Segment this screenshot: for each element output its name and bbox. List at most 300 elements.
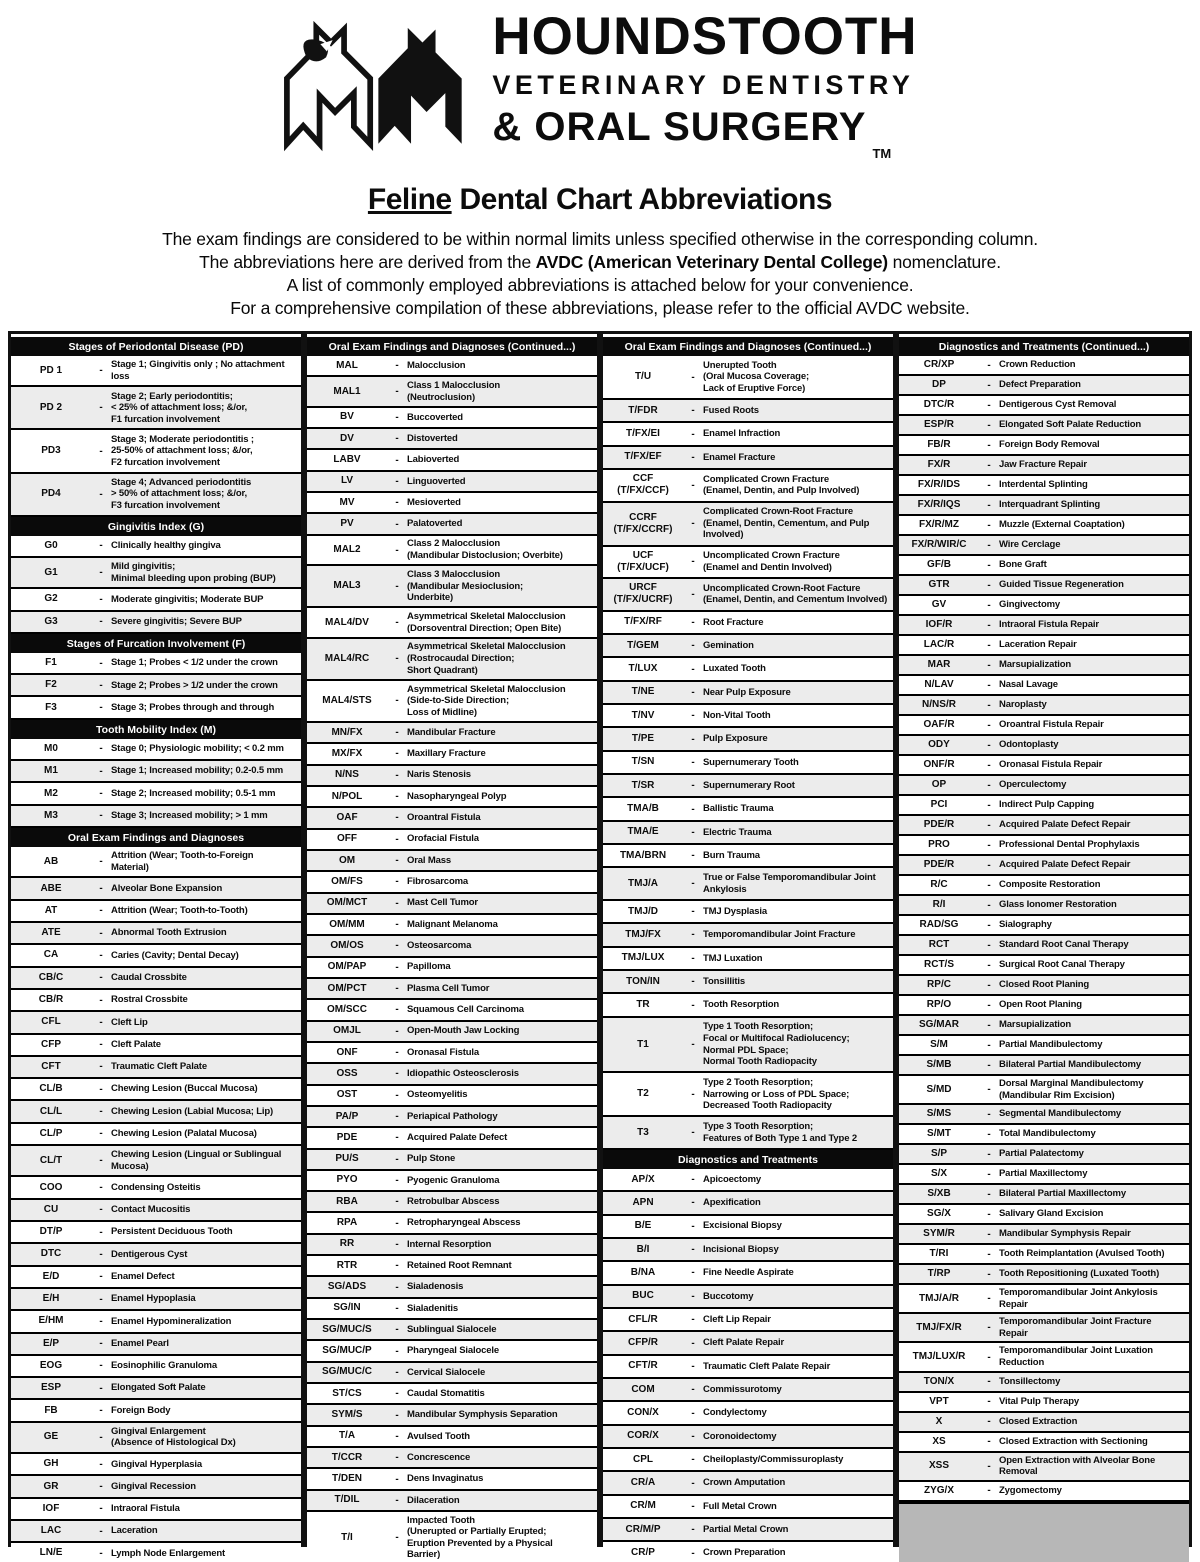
description-cell: Attrition (Wear; Tooth-to-Foreign Material)	[111, 850, 254, 873]
dash-separator: -	[987, 819, 991, 831]
description-cell: Nasal Lavage	[999, 679, 1058, 691]
table-row	[11, 1423, 301, 1454]
section-header: Tooth Mobility Index (M)	[11, 720, 301, 739]
dash-separator: -	[987, 679, 991, 691]
description-cell: Stage 2; Early periodontitis; < 25% of attachment loss; &/or, F1 furcation involvement	[111, 390, 248, 425]
dash-separator: -	[395, 727, 399, 739]
abbreviation-cell: G2	[44, 593, 58, 605]
dash-separator: -	[395, 940, 399, 952]
description-cell: True or False Temporomandibular Joint Ankylosis	[703, 872, 876, 895]
dash-separator: -	[99, 1061, 103, 1073]
table-row	[899, 836, 1189, 856]
table-row	[899, 576, 1189, 596]
dash-separator: -	[99, 788, 103, 800]
description-cell: Open Extraction with Alveolar Bone Removal	[999, 1454, 1156, 1478]
table-row	[307, 1022, 597, 1043]
abbreviation-cell: DTC/R	[923, 399, 955, 410]
logo-name: HOUNDSTOOTH	[492, 7, 918, 66]
description-cell: Partial Maxillectomy	[999, 1168, 1088, 1180]
abbreviation-cell: N/POL	[331, 790, 363, 802]
dash-separator: -	[987, 779, 991, 791]
dash-separator: -	[395, 1111, 399, 1122]
dash-separator: -	[395, 1238, 399, 1250]
description-cell: TMJ Luxation	[703, 952, 763, 964]
description-cell: Pulp Exposure	[703, 733, 768, 745]
description-cell: Gemination	[703, 639, 754, 651]
description-cell: Crown Preparation	[703, 1547, 786, 1559]
table-row	[603, 1239, 893, 1262]
description-cell: Intraoral Fistula	[111, 1503, 180, 1515]
table-row	[307, 681, 597, 723]
description-cell: Retrobulbar Abscess	[407, 1196, 500, 1208]
description-cell: Closed Extraction	[999, 1415, 1078, 1427]
dash-separator: -	[99, 1405, 103, 1417]
abbreviation-cell: OP	[931, 779, 947, 790]
table-row	[603, 1262, 893, 1285]
dash-separator: -	[691, 640, 695, 652]
description-cell: Tonsillectomy	[999, 1375, 1061, 1387]
abbreviation-cell: URCF (T/FX/UCRF)	[613, 582, 673, 606]
description-cell: Labioverted	[407, 454, 460, 466]
table-row	[899, 616, 1189, 636]
description-cell: Enamel Fracture	[703, 451, 776, 463]
dash-separator: -	[691, 976, 695, 988]
table-row	[899, 776, 1189, 796]
abbreviation-cell: FX/R/IQS	[917, 499, 961, 510]
dash-separator: -	[99, 927, 103, 939]
table-row	[899, 736, 1189, 756]
description-cell: Pulp Stone	[407, 1153, 456, 1165]
table-row	[11, 1378, 301, 1400]
abbreviation-cell: CR/XP	[923, 359, 955, 370]
dash-separator: -	[691, 1197, 695, 1209]
table-row	[11, 878, 301, 900]
abbreviation-cell: PYO	[336, 1174, 358, 1186]
dash-separator: -	[691, 1314, 695, 1326]
description-cell: Malignant Melanoma	[407, 918, 498, 930]
dash-separator: -	[987, 1059, 991, 1071]
dash-separator: -	[987, 859, 991, 871]
table-row	[603, 948, 893, 971]
dash-separator: -	[99, 1293, 103, 1305]
dash-separator: -	[691, 780, 695, 792]
abbreviation-cell: MAL3	[333, 580, 361, 592]
table-row	[899, 896, 1189, 916]
abbreviation-cell: XSS	[928, 1460, 949, 1472]
table-row	[899, 816, 1189, 836]
table-row	[603, 1379, 893, 1402]
description-cell: Naroplasty	[999, 699, 1047, 711]
dash-separator: -	[395, 360, 399, 372]
abbreviation-cell: T/DEN	[332, 1473, 362, 1485]
dash-separator: -	[395, 1366, 399, 1378]
abbreviation-cell: SYM/R	[923, 1228, 955, 1240]
table-row	[899, 1482, 1189, 1502]
table-row	[307, 1043, 597, 1064]
abbreviation-cell: F3	[45, 701, 57, 713]
description-cell: Apicoectomy	[703, 1173, 762, 1185]
abbreviation-cell: CFT	[41, 1060, 61, 1072]
table-row	[11, 945, 301, 967]
abbreviation-cell: COM	[631, 1383, 655, 1395]
abbreviation-cell: SG/ADS	[327, 1281, 367, 1293]
dash-separator: -	[395, 1388, 399, 1400]
abbreviation-cell: RP/O	[926, 999, 952, 1010]
table-row	[899, 756, 1189, 776]
abbreviation-cell: OM/OS	[330, 939, 364, 951]
section-header: Diagnostics and Treatments	[603, 1150, 893, 1169]
abbreviation-cell: T/NE	[631, 686, 655, 698]
abbreviation-cell: TMA/BRN	[619, 849, 667, 861]
dash-separator: -	[691, 1220, 695, 1232]
abbreviation-cell: T/A	[338, 1430, 356, 1442]
dash-separator: -	[395, 1494, 399, 1506]
dash-separator: -	[99, 1431, 103, 1443]
abbreviation-cell: S/P	[930, 1148, 948, 1160]
dash-separator: -	[99, 1315, 103, 1327]
description-cell: Full Metal Crown	[703, 1500, 777, 1512]
table-row	[603, 868, 893, 901]
description-cell: Luxated Tooth	[703, 663, 766, 675]
description-cell: Buccotomy	[703, 1290, 754, 1302]
dash-separator: -	[987, 639, 991, 651]
dash-separator: -	[987, 1039, 991, 1051]
abbreviation-cell: OFF	[337, 833, 357, 845]
abbreviation-cell: DT/P	[39, 1226, 63, 1238]
dash-separator: -	[987, 959, 991, 971]
dash-separator: -	[691, 1384, 695, 1396]
dash-separator: -	[691, 1337, 695, 1349]
description-cell: Distoverted	[407, 433, 458, 445]
table-row	[11, 1499, 301, 1521]
description-cell: Tooth Repositioning (Luxated Tooth)	[999, 1268, 1160, 1280]
table-row	[307, 1000, 597, 1021]
table-row	[603, 1018, 893, 1074]
description-cell: Glass Ionomer Restoration	[999, 899, 1117, 911]
description-cell: Temporomandibular Joint Fracture Repair	[999, 1316, 1152, 1339]
abbreviation-cell: T3	[637, 1126, 649, 1138]
table-column-3	[603, 334, 893, 1562]
dash-separator: -	[395, 1217, 399, 1229]
abbreviation-cell: ABE	[40, 882, 62, 894]
table-row	[899, 976, 1189, 996]
table-row	[307, 936, 597, 957]
dash-separator: -	[99, 1481, 103, 1493]
abbreviation-cell: SG/X	[927, 1208, 951, 1220]
dash-separator: -	[987, 739, 991, 751]
description-cell: Oroantral Fistula Repair	[999, 719, 1104, 731]
dash-separator: -	[987, 1351, 991, 1363]
dash-separator: -	[987, 1248, 991, 1260]
abbreviation-cell: TR	[636, 999, 650, 1011]
abbreviation-cell: RPA	[336, 1217, 358, 1229]
abbreviation-cell: AT	[44, 904, 58, 916]
table-row	[603, 728, 893, 751]
table-row	[603, 1169, 893, 1192]
logo-subtitle-1: VETERINARY DENTISTRY	[492, 70, 915, 100]
abbreviation-cell: N/NS	[335, 769, 359, 781]
table-row	[11, 783, 301, 805]
description-cell: Partial Metal Crown	[703, 1523, 789, 1535]
table-row	[603, 822, 893, 845]
table-row	[11, 1454, 301, 1476]
table-row	[307, 1427, 597, 1448]
table-row	[603, 752, 893, 775]
description-cell: Marsupialization	[999, 1019, 1072, 1031]
table-row	[11, 1267, 301, 1289]
table-row	[899, 376, 1189, 396]
abbreviation-cell: MAL2	[333, 544, 361, 556]
abbreviation-cell: FX/R/MZ	[919, 519, 959, 530]
abbreviation-cell: F1	[45, 657, 57, 669]
table-row	[11, 558, 301, 589]
intro-line: A list of commonly employed abbreviations is attached below for your convenience.	[286, 275, 914, 296]
abbreviation-cell: S/MD	[926, 1083, 952, 1095]
abbreviation-cell: ONF	[336, 1046, 358, 1058]
description-cell: Pharyngeal Sialocele	[407, 1345, 500, 1357]
table-row	[603, 1286, 893, 1309]
logo-subtitle-2: & ORAL $SURGERY_{TM}$	[492, 105, 892, 161]
abbreviation-cell: OAF	[336, 811, 358, 823]
abbreviation-cell: S/MS	[926, 1108, 952, 1120]
dash-separator: -	[395, 876, 399, 888]
abbreviation-cell: CCF (T/FX/CCF)	[617, 473, 669, 497]
description-cell: Total Mandibulectomy	[999, 1128, 1096, 1140]
table-row	[603, 612, 893, 635]
dash-separator: -	[395, 497, 399, 509]
description-cell: Lymph Node Enlargement	[111, 1547, 226, 1559]
description-cell: Concrescence	[407, 1451, 471, 1463]
dash-separator: -	[987, 1322, 991, 1334]
table-row	[899, 476, 1189, 496]
table-row	[603, 1519, 893, 1542]
description-cell: Temporomandibular Joint Ankylosis Repair	[999, 1287, 1158, 1310]
description-cell: Chewing Lesion (Labial Mucosa; Lip)	[111, 1105, 274, 1117]
dash-separator: -	[395, 1452, 399, 1464]
description-cell: Oronasal Fistula Repair	[999, 759, 1103, 771]
description-cell: Naris Stenosis	[407, 769, 471, 781]
description-cell: Linguoverted	[407, 475, 466, 487]
description-cell: Asymmetrical Skeletal Malocclusion (Rostrocaudal Direction; Short Quadrant)	[407, 641, 566, 676]
intro-line: For a comprehensive compilation of these abbreviations, please refer to the official AVDC website.	[230, 298, 970, 319]
table-row	[603, 845, 893, 868]
table-row	[899, 656, 1189, 676]
dash-separator: -	[99, 1503, 103, 1515]
dash-separator: -	[987, 559, 991, 571]
dash-separator: -	[987, 359, 991, 371]
abbreviation-cell: OM/MCT	[326, 897, 368, 909]
abbreviation-cell: BV	[340, 411, 354, 423]
table-row	[899, 1393, 1189, 1413]
description-cell: Idiopathic Osteosclerosis	[407, 1068, 519, 1080]
table-row	[307, 639, 597, 681]
abbreviation-cell: PD3	[41, 445, 61, 456]
dash-separator: -	[691, 405, 695, 417]
table-row	[603, 423, 893, 446]
table-row	[307, 450, 597, 471]
description-cell: Periapical Pathology	[407, 1110, 498, 1122]
table-row	[899, 996, 1189, 1016]
abbreviation-cell: OST	[336, 1089, 358, 1101]
description-cell: Dens Invaginatus	[407, 1473, 484, 1485]
description-cell: Stage 3; Increased mobility; > 1 mm	[111, 810, 268, 822]
table-row	[307, 1299, 597, 1320]
description-cell: Zygomectomy	[999, 1484, 1062, 1496]
description-cell: Class 3 Malocclusion (Mandibular Mesioclusion; Underbite)	[407, 568, 524, 604]
abbreviation-cell: M0	[44, 742, 58, 754]
description-cell: Sialography	[999, 919, 1052, 931]
description-cell: Gingival Recession	[111, 1480, 196, 1492]
description-cell: Closed Extraction with Sectioning	[999, 1435, 1148, 1447]
table-row	[899, 1185, 1189, 1205]
table-row	[603, 503, 893, 547]
dash-separator: -	[987, 419, 991, 431]
description-cell: Apexification	[703, 1197, 761, 1209]
description-cell: Internal Resorption	[407, 1238, 492, 1250]
abbreviation-cell: SG/MUC/P	[322, 1345, 372, 1357]
table-row	[307, 1086, 597, 1107]
description-cell: Fine Needle Aspirate	[703, 1267, 794, 1279]
abbreviation-cell: TMJ/LUX	[621, 952, 665, 964]
abbreviation-cell: S/MB	[926, 1059, 952, 1070]
abbreviation-cell: TMJ/A/R	[919, 1292, 959, 1304]
dash-separator: -	[987, 1416, 991, 1428]
description-cell: Laceration	[111, 1525, 158, 1537]
abbreviation-cell: RCT/S	[924, 959, 954, 970]
dash-separator: -	[691, 906, 695, 918]
abbreviation-cell: M2	[44, 787, 58, 799]
abbreviation-cell: PD 2	[39, 401, 63, 413]
table-row	[11, 1476, 301, 1498]
table-row	[11, 1200, 301, 1222]
table-row	[307, 472, 597, 493]
description-cell: Excisional Biopsy	[703, 1220, 782, 1232]
description-cell: Acquired Palate Defect	[407, 1132, 508, 1144]
description-cell: Type 3 Tooth Resorption; Features of Both Type 1 and Type 2	[703, 1121, 857, 1144]
dash-separator: -	[691, 556, 695, 568]
abbreviation-cell: T/FX/EF	[624, 451, 662, 463]
table-row	[603, 356, 893, 400]
dash-separator: -	[99, 1248, 103, 1260]
abbreviation-cell: GR	[43, 1480, 59, 1492]
description-cell: Crown Reduction	[999, 359, 1076, 371]
table-row	[307, 723, 597, 744]
description-cell: Salivary Gland Excision	[999, 1208, 1104, 1220]
abbreviation-cell: TMA/B	[627, 803, 659, 815]
description-cell: Gingival Hyperplasia	[111, 1458, 202, 1470]
abbreviation-cell: ZYG/X	[923, 1484, 954, 1496]
description-cell: Elongated Soft Palate	[111, 1382, 206, 1394]
description-cell: Stage 2; Probes > 1/2 under the crown	[111, 679, 278, 691]
abbreviation-cell: CPL	[633, 1453, 653, 1465]
table-row	[899, 716, 1189, 736]
abbreviation-cell: CFT/R	[628, 1360, 658, 1372]
abbreviation-cell: ONF/R	[923, 759, 955, 770]
description-cell: Cleft Palate Repair	[703, 1337, 785, 1349]
description-cell: Supernumerary Root	[703, 779, 795, 791]
table-row	[307, 1277, 597, 1298]
dash-separator: -	[987, 479, 991, 491]
abbreviation-cell: T/I	[341, 1531, 353, 1543]
abbreviation-cell: RCT	[928, 939, 950, 950]
table-row	[11, 536, 301, 558]
dash-separator: -	[99, 1525, 103, 1537]
dash-separator: -	[987, 1485, 991, 1497]
dash-separator: -	[395, 1302, 399, 1314]
empty-filler	[899, 1502, 1189, 1562]
table-row	[11, 1400, 301, 1422]
dash-separator: -	[987, 1460, 991, 1472]
description-cell: Chewing Lesion (Lingual or Sublingual Mucosa)	[111, 1149, 282, 1172]
description-cell: Stage 2; Increased mobility; 0.5-1 mm	[111, 787, 276, 799]
abbreviation-cell: MAL4/STS	[322, 694, 372, 706]
table-row	[603, 1332, 893, 1355]
table-row	[307, 979, 597, 1000]
abbreviation-cell: CFL	[41, 1016, 61, 1028]
table-column-2	[307, 334, 597, 1562]
abbreviation-cell: XS	[932, 1435, 946, 1447]
dash-separator: -	[99, 488, 103, 500]
abbreviation-cell: COR/X	[627, 1430, 659, 1442]
description-cell: Eosinophilic Granuloma	[111, 1360, 217, 1372]
abbreviation-cell: R/I	[932, 899, 946, 910]
description-cell: Type 2 Tooth Resorption; Narrowing or Loss of PDL Space; Decreased Tooth Radiopacity	[703, 1077, 850, 1112]
table-row	[899, 516, 1189, 536]
description-cell: Cleft Lip Repair	[703, 1313, 771, 1325]
description-cell: Open-Mouth Jaw Locking	[407, 1025, 520, 1037]
description-cell: Supernumerary Tooth	[703, 756, 799, 768]
abbreviation-cell: MAR	[927, 659, 951, 670]
dash-separator: -	[99, 1083, 103, 1095]
intro-line: The exam findings are considered to be within normal limits unless specified otherwise in the corresponding column.	[162, 229, 1038, 249]
dash-separator: -	[395, 411, 399, 423]
description-cell: Gingivectomy	[999, 599, 1061, 611]
dash-separator: -	[99, 856, 103, 868]
dash-separator: -	[99, 1016, 103, 1028]
description-cell: Defect Preparation	[999, 379, 1081, 391]
table-row	[603, 775, 893, 798]
description-cell: Condensing Osteitis	[111, 1181, 201, 1193]
table-row	[11, 806, 301, 828]
description-cell: Temporomandibular Joint Luxation Reduction	[999, 1345, 1153, 1369]
dash-separator: -	[691, 1244, 695, 1256]
abbreviation-cell: X	[935, 1415, 943, 1427]
table-row	[11, 697, 301, 719]
dash-separator: -	[691, 1454, 695, 1466]
description-cell: Interquadrant Splinting	[999, 499, 1101, 511]
description-cell: Traumatic Cleft Palate Repair	[703, 1360, 831, 1372]
dash-separator: -	[691, 479, 695, 491]
table-column-1	[11, 334, 301, 1562]
dash-separator: -	[395, 1068, 399, 1080]
description-cell: Stage 3; Moderate periodontitis ; 25-50% of attachment loss; &/or, F2 furcation involvement	[111, 433, 254, 468]
description-cell: Malocclusion	[407, 359, 466, 371]
table-row	[11, 901, 301, 923]
abbreviation-cell: T/LUX	[628, 663, 658, 675]
table-row	[899, 1285, 1189, 1314]
dash-separator: -	[395, 1409, 399, 1421]
description-cell: Papilloma	[407, 961, 451, 973]
dash-separator: -	[691, 803, 695, 815]
dash-separator: -	[691, 1174, 695, 1186]
description-cell: Oronasal Fistula	[407, 1046, 480, 1058]
abbreviation-cell: LN/E	[39, 1547, 63, 1559]
description-cell: Partial Mandibulectomy	[999, 1039, 1103, 1051]
description-cell: Plasma Cell Tumor	[407, 982, 490, 994]
dash-separator: -	[691, 616, 695, 628]
dash-separator: -	[395, 580, 399, 592]
description-cell: Marsupialization	[999, 659, 1072, 671]
